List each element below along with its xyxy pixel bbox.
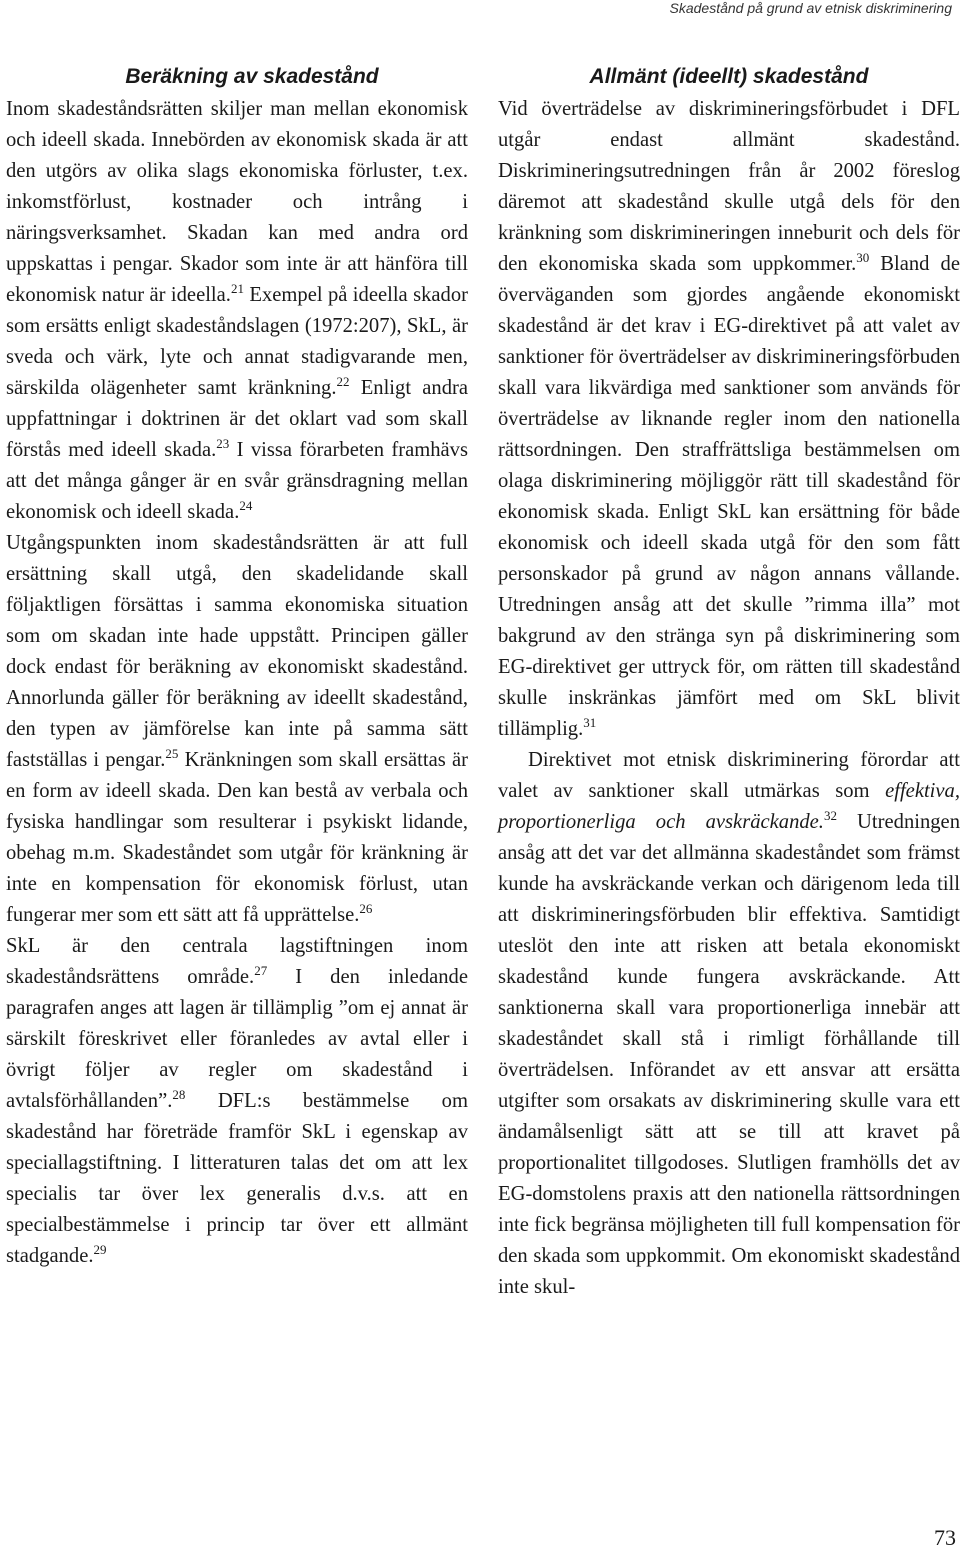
- page-number: 73: [934, 1525, 956, 1550]
- paragraph-dfl-skadestand: Vid överträdelse av diskrimineringsförbudet i DFL utgår endast allmänt skadestånd. Diskrimineringsutredningen från år 2002 föreslog däremot att skadestånd skulle utgå dels för den kränkning som diskrimineringen inneburit och dels för den ekonomiska skada som uppkommer.$^{30}$ Bland de överväganden som gjordes angående ekonomiskt skadestånd är det krav i EG-direktivet på att valet av sanktioner för överträdelser av diskrimineringsförbuden skall vara likvärdiga med sanktioner som används för överträdelse av liknande regler inom den nationella rättsordningen. Den straffrättsliga bestämmelsen om olaga diskriminering möjliggör rätt till skadestånd för ekonomisk skada. Enligt SkL kan ersättning för både ekonomisk och ideell skada utgå för den som fått personskador på grund av någon annans vållande. Utredningen ansåg att det skulle ”rimma illa” mot bakgrund av den stränga syn på diskriminering som EG-direktivet ger uttryck för, om rätten till skadestånd skulle inskränkas jämfört med om SkL blivit tillämplig.$^{31}$: [498, 98, 960, 740]
- right-column: [498, 62, 960, 1303]
- footnote-ref-32: 32: [823, 808, 837, 824]
- footnote-ref-21: 21: [230, 281, 244, 297]
- footnote-ref-28: 28: [172, 1087, 186, 1103]
- footnote-ref-29: 29: [93, 1242, 107, 1258]
- footnote-ref-23: 23: [216, 436, 230, 452]
- footnote-ref-27: 27: [254, 963, 268, 979]
- section-heading-allmant: Allmänt (ideellt) skadestånd: [589, 65, 869, 88]
- footnote-ref-22: 22: [336, 374, 350, 390]
- running-head: Skadestånd på grund av etnisk diskriminering: [669, 0, 952, 16]
- paragraph-direktivet: Direktivet mot etnisk diskriminering förordar att valet av sanktioner skall utmärkas som effektiva, proportionerliga och avskräckande.$^{32}$ Utredningen ansåg att det var det allmänna skadeståndet som främst kunde ha avskräckande verkan och därigenom leda till att diskrimineringsförbuden blir effektiva. Samtidigt uteslöt den inte att risken att betala ekonomiskt skadestånd kunde fungera avskräckande. Att sanktionerna skall vara proportionerliga innebär att skadeståndet skall stå i rimligt förhållande till överträdelsen. Införandet av ett ansvar att ersätta utgifter som orsakats av diskriminering skulle vara ett ändamålsenligt sätt att se till att kravet på proportionalitet tillgodoses. Slutligen framhölls det av EG-domstolens praxis att den nationella rättsordningen inte fick begränsa möjligheten till full kompensation för den skada som uppkommit. Om ekonomiskt skadestånd inte skul-: [498, 749, 960, 1298]
- paragraph-full-ersattning: Utgångspunkten inom skadeståndsrätten är att full ersättning skall utgå, den skadelidande skall följaktligen försättas i samma ekonomiska situation som om skadan inte hade uppstått. Principen gäller dock endast för beräkning av ekonomiskt skadestånd. Annorlunda gäller för beräkning av ideellt skadestånd, den typen av jämförelse kan inte på samma sätt fastställas i pengar.$^{25}$ Kränkningen som skall ersättas är en form av ideell skada. Den kan bestå av verbala och fysiska handlingar som resulterar i psykiskt lidande, obehag m.m. Skadeståndet som utgår för kränkning är inte en kompensation för ekonomisk förlust, utan fungerar mer som ett sätt att få upprättelse.$^{26}$: [6, 532, 468, 926]
- paragraph-skl: SkL är den centrala lagstiftningen inom skadeståndsrättens område.$^{27}$ I den inledande paragrafen anges att lagen är tillämplig ”om ej annat är särskilt föreskrivet eller föranledes av avtal eller i övrigt följer av regler om skadestånd i avtalsförhållanden”.$^{28}$ DFL:s bestämmelse om skadestånd har företräde framför SkL i egenskap av speciallagstiftning. I litteraturen talas det om att lex specialis tar över lex generalis d.v.s. att en specialbestämmelse i princip tar över ett allmänt stadgande.$^{29}$: [6, 935, 468, 1267]
- emphasis-effektiva: effektiva, proportionerliga och avskräckande.: [498, 780, 960, 833]
- section-heading-berakning: Beräkning av skadestånd: [125, 65, 379, 88]
- paragraph-ekonomisk-ideell: Inom skadeståndsrätten skiljer man mellan ekonomisk och ideell skada. Innebörden av ekonomisk skada är att den utgörs av olika slags ekonomiska förluster, t.ex. inkomstförlust, kostnader och intrång i näringsverksamhet. Skadan kan med andra ord uppskattas i pengar. Skador som inte är att hänföra till ekonomisk natur är ideella.$^{21}$ Exempel på ideella skador som ersätts enligt skadeståndslagen (1972:207), SkL, är sveda och värk, lyte och annat stadigvarande men, särskilda olägenheter samt kränkning.$^{22}$ Enligt andra uppfattningar i doktrinen är det oklart vad som skall förstås med ideell skada.$^{23}$ I vissa förarbeten framhävs att det många gånger är en svår gränsdragning mellan ekonomisk och ideell skada.$^{24}$: [6, 98, 469, 523]
- footnote-ref-25: 25: [165, 746, 179, 762]
- footnote-ref-30: 30: [856, 250, 870, 266]
- footnote-ref-24: 24: [239, 498, 253, 514]
- left-column: [6, 62, 468, 1272]
- footnote-ref-26: 26: [359, 901, 373, 917]
- footnote-ref-31: 31: [583, 715, 597, 731]
